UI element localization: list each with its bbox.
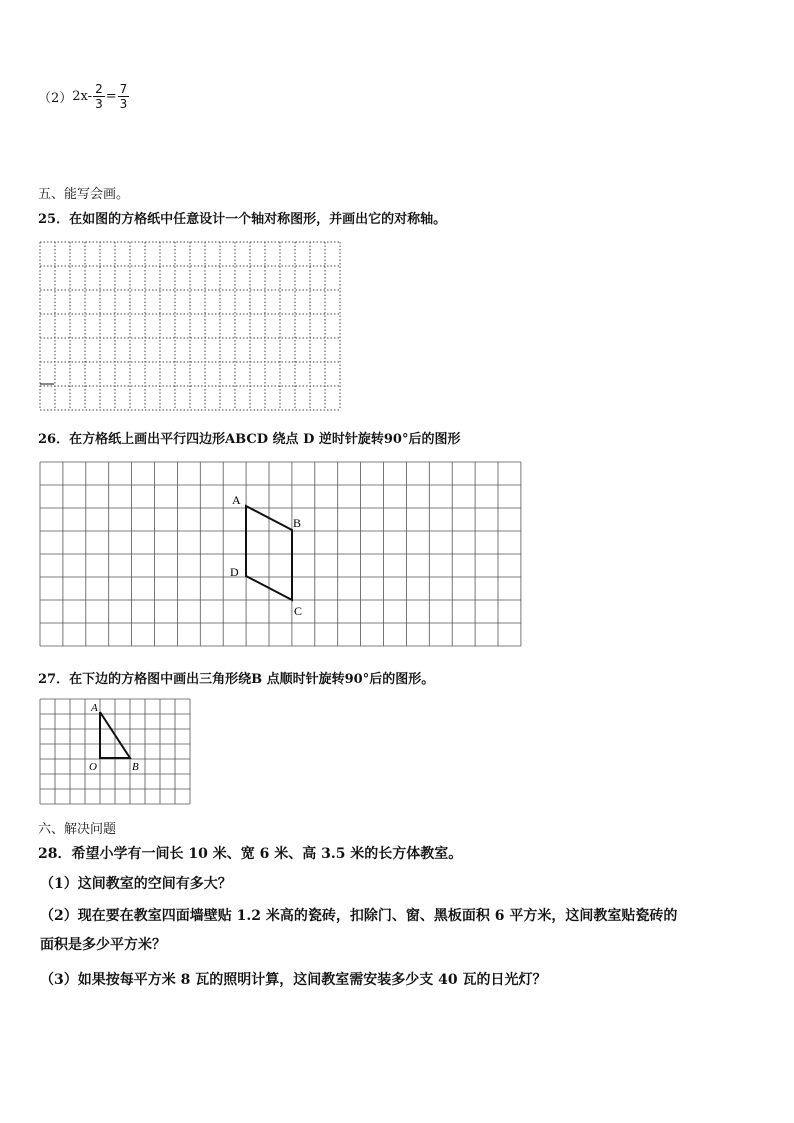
question-25-text: 25．在如图的方格纸中任意设计一个轴对称图形，并画出它的对称轴。 [38, 212, 447, 227]
question-28-sub-2-line-1: （2）现在要在教室四面墙壁贴 1.2 米高的瓷砖，扣除门、窗、黑板面积 6 平方米，这间教室贴瓷砖的 [40, 908, 678, 924]
question-26-text: 26．在方格纸上画出平行四边形ABCD 绕点 D 逆时针旋转90°后的图形 [38, 432, 461, 447]
question-28-sub-2-line-2: 面积是多少平方米？ [40, 937, 166, 953]
equation-label: （2） [38, 91, 73, 106]
point-label-c: C [294, 604, 303, 618]
equals-sign: = [105, 89, 117, 104]
point-label-d: D [230, 565, 239, 579]
q26-grid [38, 460, 522, 650]
fraction-rhs-denominator: 3 [119, 97, 128, 111]
q27-grid [39, 697, 195, 807]
fraction-lhs-denominator: 3 [95, 97, 103, 111]
fraction-lhs-numerator: 2 [95, 82, 103, 96]
point-label-b: B [293, 516, 302, 530]
equation-lhs-prefix: 2x- [72, 89, 93, 104]
question-28-sub-3: （3）如果按每平方米 8 瓦的照明计算，这间教室需安装多少支 40 瓦的日光灯？ [40, 972, 547, 988]
point-label-a: A [232, 493, 241, 507]
question-27-text: 27．在下边的方格图中画出三角形绕B 点顺时针旋转90°后的图形。 [38, 672, 435, 687]
section-6-title: 六、解决问题 [38, 822, 117, 837]
fraction-rhs [118, 82, 130, 111]
equation-2 [38, 82, 130, 111]
question-28-sub-1: （1）这间教室的空间有多大？ [40, 876, 232, 892]
point-label-b: B [132, 761, 139, 773]
point-label-o: O [89, 761, 97, 773]
point-label-a: A [91, 702, 98, 714]
q25-dotted-grid [36, 238, 342, 414]
fraction-rhs-numerator: 7 [119, 82, 128, 96]
question-28-text: 28．希望小学有一间长 10 米、宽 6 米、高 3.5 米的长方体教室。 [38, 846, 463, 862]
section-5-title: 五、能写会画。 [38, 187, 130, 202]
fraction-lhs [93, 82, 105, 111]
